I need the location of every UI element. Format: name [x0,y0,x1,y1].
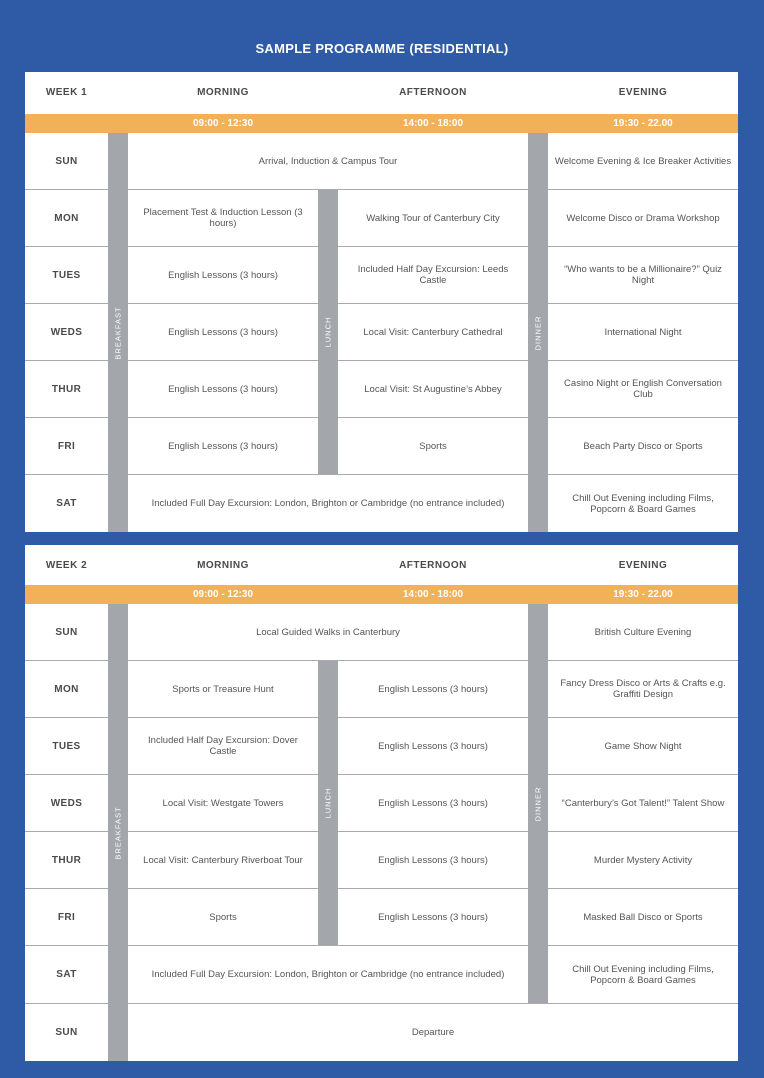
day-label: TUES [52,269,81,281]
day-label: MON [54,683,79,695]
column-evening: EVENING [618,87,668,98]
morning-cell: Local Visit: Canterbury Riverboat Tour [143,854,303,866]
week-1-table [25,72,738,532]
evening-cell: Masked Ball Disco or Sports [583,911,703,923]
breakfast-bar [108,604,128,1061]
evening-cell: Game Show Night [604,740,682,752]
evening-cell: International Night [604,326,682,338]
day-label: SAT [56,498,77,509]
day-label: SUN [55,626,78,638]
day-label: THUR [51,383,82,395]
morning-cell: Local Visit: Westgate Towers [162,797,284,809]
day-label: FRI [57,911,76,923]
time-afternoon: 14:00 - 18:00 [402,589,464,600]
afternoon-cell: Sports [419,440,447,452]
day-label: FRI [57,440,76,452]
week-label: WEEK 1 [45,87,88,98]
evening-cell: British Culture Evening [594,626,692,638]
afternoon-cell: Local Visit: St Augustine’s Abbey [364,383,502,395]
time-morning: 09:00 - 12:30 [192,118,254,129]
morning-cell: English Lessons (3 hours) [168,326,278,338]
day-label: SAT [56,969,77,980]
day-label: SUN [55,155,78,167]
dinner-bar [528,133,548,532]
afternoon-cell: English Lessons (3 hours) [378,854,488,866]
afternoon-cell: English Lessons (3 hours) [378,911,488,923]
column-afternoon: AFTERNOON [399,560,467,571]
evening-cell: Welcome Disco or Drama Workshop [566,212,720,224]
evening-cell: Chill Out Evening including Films, Popcorn & Board Games [572,963,714,986]
week-header-row [25,72,738,115]
time-evening: 19:30 - 22.00 [613,118,673,129]
activity-cell: Local Guided Walks in Canterbury [256,626,400,638]
page-title: SAMPLE PROGRAMME (RESIDENTIAL) [255,41,509,56]
time-afternoon: 14:00 - 18:00 [402,118,464,129]
morning-cell: Sports or Treasure Hunt [172,683,274,695]
time-morning: 09:00 - 12:30 [192,589,254,600]
evening-cell: Casino Night or English Conversation Club [564,378,722,400]
week-label: WEEK 2 [45,560,88,571]
activity-cell: Included Full Day Excursion: London, Brighton or Cambridge (no entrance included) [151,498,505,509]
morning-cell: English Lessons (3 hours) [168,269,278,281]
afternoon-cell: English Lessons (3 hours) [378,797,488,809]
evening-cell: “Who wants to be a Millionaire?” Quiz Night [564,264,722,286]
evening-cell: Murder Mystery Activity [593,854,693,866]
morning-cell: English Lessons (3 hours) [168,383,278,395]
breakfast-label: BREAKFAST [113,805,123,860]
evening-cell: “Canterbury’s Got Talent!” Talent Show [561,797,725,809]
lunch-label: LUNCH [323,787,333,819]
evening-cell: Chill Out Evening including Films, Popcorn & Board Games [572,492,714,515]
departure-cell: Departure [411,1027,455,1038]
column-morning: MORNING [197,560,249,571]
dinner-label: DINNER [533,786,543,821]
breakfast-label: BREAKFAST [113,305,123,360]
day-label: SUN [55,1027,78,1038]
morning-cell: English Lessons (3 hours) [168,440,278,452]
afternoon-cell: English Lessons (3 hours) [378,683,488,695]
day-label: MON [54,212,79,224]
column-afternoon: AFTERNOON [399,87,467,98]
column-evening: EVENING [618,560,668,571]
time-bar [25,585,738,604]
day-label: TUES [52,740,81,752]
breakfast-bar [108,133,128,532]
lunch-label: LUNCH [323,316,333,348]
afternoon-cell: Walking Tour of Canterbury City [366,212,500,224]
dinner-label: DINNER [533,315,543,350]
afternoon-cell: Local Visit: Canterbury Cathedral [363,326,503,338]
time-evening: 19:30 - 22.00 [613,589,673,600]
morning-cell: Included Half Day Excursion: Dover Castle [148,735,298,757]
lunch-bar [318,190,338,474]
week-header-row [25,545,738,588]
day-label: THUR [51,854,82,866]
time-bar [25,114,738,133]
activity-cell: Included Full Day Excursion: London, Brighton or Cambridge (no entrance included) [151,969,505,980]
activity-cell: Arrival, Induction & Campus Tour [258,155,398,167]
dinner-bar [528,604,548,1003]
column-morning: MORNING [197,87,249,98]
evening-cell: Beach Party Disco or Sports [583,440,703,452]
day-label: WEDS [50,797,83,809]
afternoon-cell: Included Half Day Excursion: Leeds Castle [357,264,509,286]
evening-cell: Fancy Dress Disco or Arts & Crafts e.g. Graffiti Design [560,678,726,700]
lunch-bar [318,661,338,945]
evening-cell: Welcome Evening & Ice Breaker Activities [554,155,732,167]
morning-cell: Sports [209,911,237,923]
morning-cell: Placement Test & Induction Lesson (3 hours) [143,207,303,229]
week-2-table [25,545,738,1061]
day-label: WEDS [50,326,83,338]
afternoon-cell: English Lessons (3 hours) [378,740,488,752]
